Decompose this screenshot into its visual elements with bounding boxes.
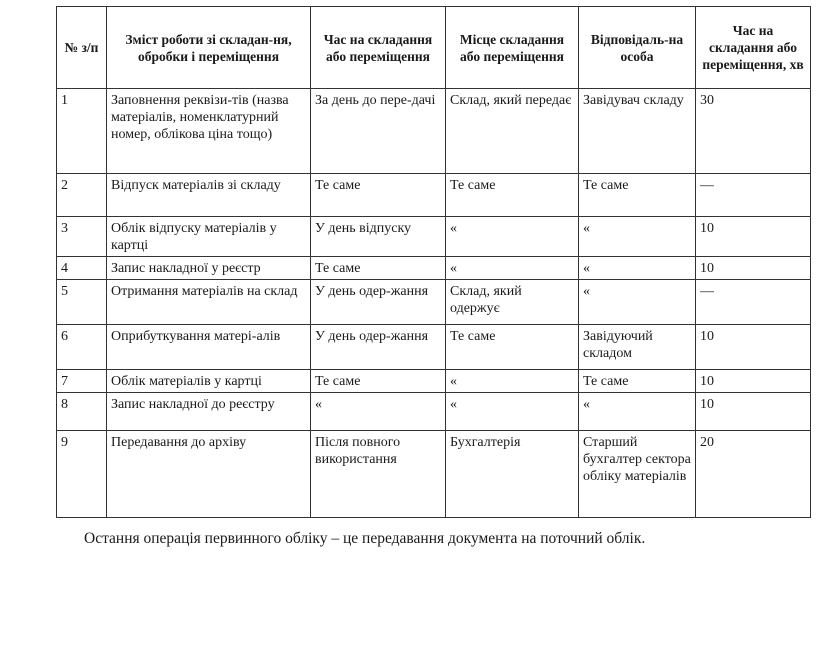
table-cell: « [579, 393, 696, 431]
table-row [57, 393, 811, 431]
table-cell: Те саме [446, 174, 579, 217]
table-cell: — [696, 174, 811, 217]
row-number-cell: 5 [57, 280, 107, 325]
table-cell: 20 [696, 431, 811, 518]
operations-table [56, 6, 811, 518]
table-cell: Завідувач складу [579, 89, 696, 174]
table-cell: Облік відпуску матеріалів у картці [107, 217, 311, 257]
table-cell: 10 [696, 257, 811, 280]
table-cell: Те саме [446, 325, 579, 370]
header-cell: Час на складання або переміщення [311, 7, 446, 89]
table-cell: « [446, 370, 579, 393]
table-cell: У день одер-жання [311, 280, 446, 325]
table-cell: Завідуючий складом [579, 325, 696, 370]
table-cell: Після повного використання [311, 431, 446, 518]
table-cell: 10 [696, 325, 811, 370]
header-cell: № з/п [57, 7, 107, 89]
table-cell: « [311, 393, 446, 431]
table-cell: 10 [696, 217, 811, 257]
table-cell: 10 [696, 370, 811, 393]
table-cell: Облік матеріалів у картці [107, 370, 311, 393]
table-cell: Склад, який одержує [446, 280, 579, 325]
header-row [57, 7, 811, 89]
header-cell: Зміст роботи зі складан-ня, обробки і переміщення [107, 7, 311, 89]
table-body [57, 89, 811, 518]
table-cell: Те саме [311, 257, 446, 280]
table-row [57, 325, 811, 370]
table-cell: « [579, 257, 696, 280]
table-cell: Те саме [579, 174, 696, 217]
table-cell: Склад, який передає [446, 89, 579, 174]
table-row [57, 89, 811, 174]
table-cell: « [579, 217, 696, 257]
table-row [57, 257, 811, 280]
table-cell: « [579, 280, 696, 325]
table-cell: « [446, 257, 579, 280]
row-number-cell: 8 [57, 393, 107, 431]
table-cell: Оприбуткування матері-алів [107, 325, 311, 370]
table-cell: У день відпуску [311, 217, 446, 257]
table-cell: 30 [696, 89, 811, 174]
table-cell: Те саме [311, 174, 446, 217]
table-cell: За день до пере-дачі [311, 89, 446, 174]
table-cell: Бухгалтерія [446, 431, 579, 518]
row-number-cell: 4 [57, 257, 107, 280]
table-cell: 10 [696, 393, 811, 431]
header-cell: Місце складання або переміщення [446, 7, 579, 89]
footnote-text: Остання операція первинного обліку – це передавання документа на поточний облік. [84, 530, 646, 547]
table-cell: Відпуск матеріалів зі складу [107, 174, 311, 217]
row-number-cell: 6 [57, 325, 107, 370]
header-cell: Час на складання або переміщення, хв [696, 7, 811, 89]
row-number-cell: 9 [57, 431, 107, 518]
header-cell: Відповідаль-на особа [579, 7, 696, 89]
table-header [57, 7, 811, 89]
table-cell: Передавання до архіву [107, 431, 311, 518]
table-row [57, 431, 811, 518]
table-cell: Запис накладної до реєстру [107, 393, 311, 431]
table-cell: Старший бухгалтер сектора обліку матеріалів [579, 431, 696, 518]
table-cell: Те саме [311, 370, 446, 393]
table-row [57, 174, 811, 217]
table-cell: Отримання матеріалів на склад [107, 280, 311, 325]
table-cell: « [446, 217, 579, 257]
document-page [56, 6, 810, 518]
table-cell: Заповнення реквізи-тів (назва матеріалів, номенклатурний номер, облікова ціна тощо) [107, 89, 311, 174]
row-number-cell: 3 [57, 217, 107, 257]
table-cell: « [446, 393, 579, 431]
table-row [57, 370, 811, 393]
table-cell: Те саме [579, 370, 696, 393]
table-row [57, 280, 811, 325]
row-number-cell: 1 [57, 89, 107, 174]
row-number-cell: 2 [57, 174, 107, 217]
table-cell: — [696, 280, 811, 325]
table-cell: У день одер-жання [311, 325, 446, 370]
table-row [57, 217, 811, 257]
table-cell: Запис накладної у реєстр [107, 257, 311, 280]
row-number-cell: 7 [57, 370, 107, 393]
